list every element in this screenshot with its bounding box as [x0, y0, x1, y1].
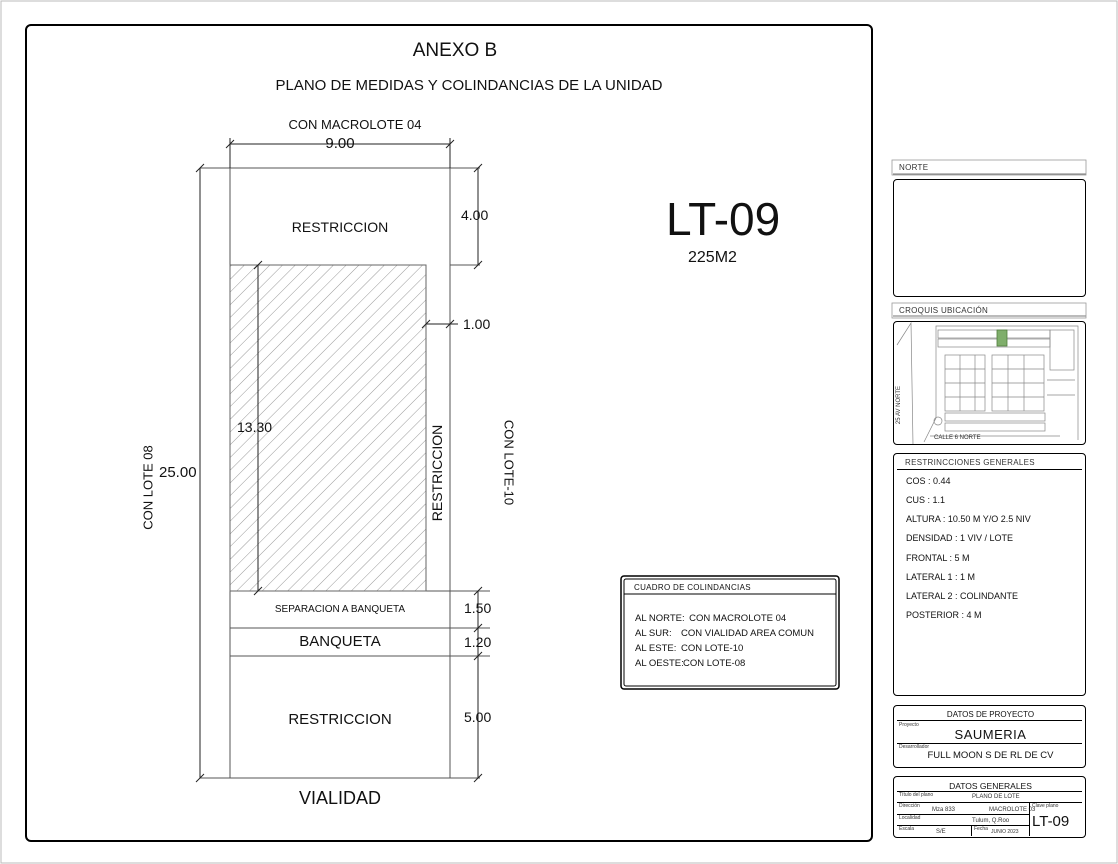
front-restriction-label: RESTRICCION [291, 219, 389, 235]
dim-top: 4.00 [461, 207, 489, 223]
north-panel [893, 179, 1086, 297]
mza: Mza 833 [932, 807, 956, 813]
date: JUNIO 2023 [991, 829, 1019, 835]
restriction-item: DENSIDAD : 1 VIV / LOTE [906, 533, 1014, 543]
sheet-title: ANEXO B [412, 40, 498, 61]
north-panel-title: NORTE [899, 163, 929, 172]
colindancia-row: AL NORTE: CON MACROLOTE 04 [635, 613, 787, 624]
side-restriction-label: RESTRICCION [429, 424, 445, 522]
north-boundary-label: CON MACROLOTE 04 [288, 117, 422, 132]
restriction-item: FRONTAL : 5 M [906, 553, 970, 563]
colindancias-title: CUADRO DE COLINDANCIAS [634, 583, 751, 592]
restriction-item: COS : 0.44 [906, 476, 951, 486]
locality: Tulum, Q.Roo [972, 818, 1010, 824]
lot-area: 225M2 [688, 249, 737, 266]
general-data-panel: DATOS GENERALES Título del plano PLANO DE LOTE Dirección Mza 833 MACROLOTE 03 Localidad Tulum, Q.Roo Escala S/E Fecha JUNIO 2023 Clave plano LT-09 [893, 776, 1086, 838]
restriction-item: CUS : 1.1 [906, 495, 946, 505]
colindancia-row: AL SUR: CON VIALIDAD AREA COMUN [635, 628, 815, 639]
dim-bottom: 5.00 [464, 709, 492, 725]
lot-code: LT-09 [666, 193, 781, 245]
width-dimension-label: 9.00 [325, 135, 355, 152]
colindancias-table [635, 608, 814, 668]
colindancia-row: AL ESTE: CON LOTE-10 [635, 643, 744, 654]
rear-restriction-label: RESTRICCION [288, 711, 392, 728]
location-street-1: 25 AV NORTE [896, 385, 903, 425]
scale: S/E [936, 829, 946, 835]
macrolote: MACROLOTE 03 [989, 807, 1036, 813]
colindancia-row: AL OESTE:CON LOTE-08 [635, 658, 746, 669]
dim-buildable-depth: 13.30 [237, 419, 273, 435]
restrictions-title: RESTRINCCIONES GENERALES [905, 458, 1035, 467]
west-boundary-label: CON LOTE 08 [140, 445, 156, 530]
dim-separation: 1.50 [464, 600, 492, 616]
restriction-item: ALTURA : 10.50 M Y/O 2.5 NIV [906, 514, 1031, 524]
restriction-item: POSTERIOR : 4 M [906, 610, 982, 620]
east-boundary-label: CON LOTE-10 [501, 419, 517, 506]
plan-key: LT-09 [1032, 813, 1070, 830]
south-boundary-label: VIALIDAD [298, 788, 382, 808]
developer-name: FULL MOON S DE RL DE CV [927, 750, 1054, 761]
dim-sidewalk: 1.20 [464, 634, 492, 650]
plan-title: PLANO DE LOTE [972, 794, 1020, 800]
project-name: SAUMERIA [954, 727, 1027, 742]
project-panel-title: DATOS DE PROYECTO [946, 710, 1035, 719]
location-panel [893, 321, 1086, 445]
location-panel-title: CROQUIS UBICACIÓN [899, 306, 989, 315]
project-panel: DATOS DE PROYECTO Proyecto SAUMERIA Desarrollador FULL MOON S DE RL DE CV [893, 705, 1086, 768]
restriction-item: LATERAL 2 : COLINDANTE [906, 591, 1019, 601]
separation-label: SEPARACION A BANQUETA [274, 604, 406, 615]
sidewalk-label: BANQUETA [299, 633, 381, 650]
restrictions-panel [893, 453, 1086, 696]
dim-side: 1.00 [463, 316, 491, 332]
length-dimension-label: 25.00 [159, 464, 197, 481]
general-panel-title: DATOS GENERALES [949, 781, 1032, 791]
location-street-2: CALLE 6 NORTE [934, 435, 981, 441]
restriction-item: LATERAL 1 : 1 M [906, 572, 976, 582]
sheet-subtitle: PLANO DE MEDIDAS Y COLINDANCIAS DE LA UNIDAD [275, 77, 663, 94]
